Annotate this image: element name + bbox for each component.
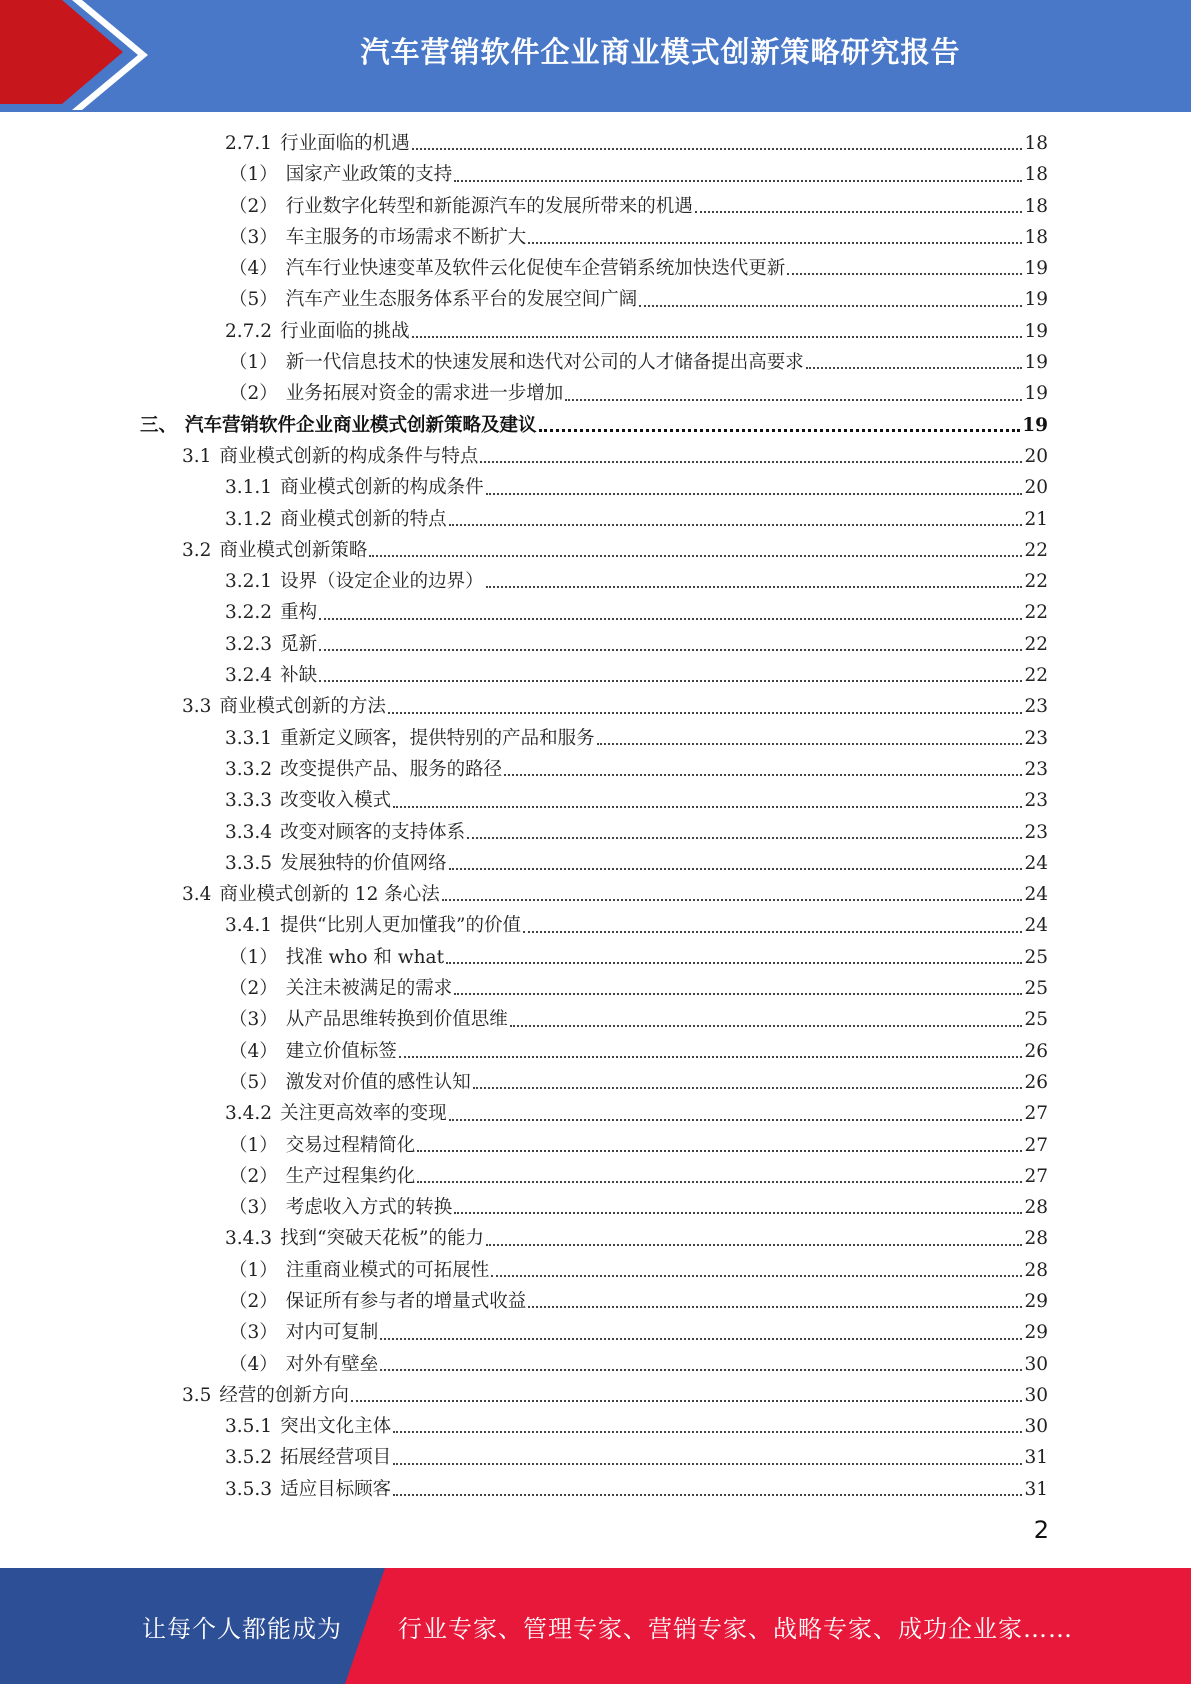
- toc-entry-title: 注重商业模式的可拓展性: [285, 1259, 490, 1281]
- toc-leader-dots: [319, 679, 1022, 682]
- toc-entry-number: （1）: [229, 1134, 278, 1156]
- toc-entry-page: 19: [1024, 289, 1048, 311]
- toc-entry-page: 23: [1024, 821, 1048, 843]
- toc-entry[interactable]: [140, 973, 1048, 1004]
- toc-entry-number: 3.1: [182, 445, 212, 467]
- toc-entry[interactable]: [140, 347, 1048, 378]
- toc-entry-title: 找到“突破天花板”的能力: [280, 1228, 484, 1250]
- toc-leader-dots: [319, 648, 1022, 651]
- toc-entry[interactable]: [140, 284, 1048, 315]
- toc-entry-title: 商业模式创新的构成条件: [280, 477, 484, 499]
- toc-entry-number: 3.3.3: [225, 790, 273, 812]
- toc-entry[interactable]: [140, 910, 1048, 941]
- toc-entry-title: 找准 who 和 what: [285, 946, 445, 968]
- page-number: 2: [1033, 1516, 1049, 1544]
- toc-leader-dots: [449, 1118, 1023, 1121]
- toc-entry[interactable]: [140, 504, 1048, 535]
- toc-entry[interactable]: [140, 1223, 1048, 1254]
- toc-entry-page: 22: [1024, 602, 1048, 624]
- toc-entry-title: 重新定义顾客，提供特别的产品和服务: [280, 727, 595, 749]
- toc-leader-dots: [412, 335, 1023, 338]
- toc-entry-title: 关注更高效率的变现: [280, 1103, 447, 1125]
- toc-entry-title: 提供“比别人更加懂我”的价值: [280, 915, 521, 937]
- toc-entry[interactable]: [140, 1067, 1048, 1098]
- toc-entry-page: 18: [1024, 133, 1048, 154]
- toc-entry-number: （3）: [229, 226, 278, 248]
- toc-leader-dots: [491, 1274, 1022, 1277]
- toc-entry-number: 3.3.5: [225, 852, 273, 874]
- toc-entry[interactable]: [140, 1098, 1048, 1129]
- document-title: 汽车营销软件企业商业模式创新策略研究报告: [360, 34, 961, 69]
- toc-leader-dots: [442, 898, 1023, 901]
- toc-entry-number: 3.4.2: [225, 1103, 273, 1125]
- toc-leader-dots: [528, 1305, 1022, 1308]
- toc-entry[interactable]: [140, 848, 1048, 879]
- toc-entry-page: 30: [1024, 1416, 1048, 1438]
- toc-entry[interactable]: [140, 316, 1048, 347]
- toc-entry-title: 设界（设定企业的边界）: [280, 571, 484, 593]
- toc-entry-number: 3.5.2: [225, 1447, 273, 1469]
- toc-entry-number: 3.3.1: [225, 727, 273, 749]
- footer-slogan-right: 行业专家、管理专家、营销专家、战略专家、成功企业家……: [398, 1614, 1073, 1643]
- toc-entry[interactable]: [140, 378, 1048, 409]
- toc-leader-dots: [695, 210, 1023, 213]
- toc-entry-page: 28: [1024, 1259, 1048, 1281]
- toc-entry-page: 29: [1024, 1322, 1048, 1344]
- toc-entry-title: 生产过程集约化: [285, 1165, 416, 1187]
- toc-entry[interactable]: [140, 817, 1048, 848]
- page-footer: [0, 1568, 1191, 1684]
- toc-entry-page: 22: [1024, 539, 1048, 561]
- toc-entry-number: 2.7.1: [225, 133, 273, 154]
- toc-leader-dots: [473, 1086, 1023, 1089]
- toc-entry[interactable]: [140, 410, 1048, 441]
- toc-leader-dots: [399, 1055, 1023, 1058]
- toc-leader-dots: [454, 179, 1022, 182]
- toc-entry[interactable]: [140, 1130, 1048, 1161]
- toc-entry[interactable]: [140, 629, 1048, 660]
- toc-entry[interactable]: [140, 879, 1048, 910]
- toc-entry[interactable]: [140, 159, 1048, 190]
- toc-entry-number: （2）: [229, 1165, 278, 1187]
- toc-leader-dots: [449, 867, 1023, 870]
- toc-leader-dots: [504, 773, 1022, 776]
- toc-entry-number: （4）: [229, 258, 278, 280]
- toc-entry-page: 27: [1024, 1134, 1048, 1156]
- toc-entry-number: （2）: [229, 978, 278, 1000]
- toc-entry-title: 改变提供产品、服务的路径: [280, 758, 503, 780]
- toc-entry-number: 3.2.3: [225, 633, 273, 655]
- toc-entry-number: 3.2: [182, 539, 212, 561]
- toc-entry-page: 26: [1024, 1071, 1048, 1093]
- toc-entry[interactable]: [140, 1004, 1048, 1035]
- toc-leader-dots: [393, 1430, 1022, 1433]
- toc-entry[interactable]: [140, 1349, 1048, 1380]
- toc-entry-title: 适应目标顾客: [280, 1478, 392, 1500]
- toc-entry-title: 交易过程精简化: [285, 1134, 416, 1156]
- toc-entry-page: 18: [1024, 164, 1048, 186]
- toc-entry[interactable]: [140, 691, 1048, 722]
- toc-entry-number: （2）: [229, 383, 278, 405]
- toc-entry-number: （3）: [229, 1009, 278, 1031]
- toc-entry-title: 行业数字化转型和新能源汽车的发展所带来的机遇: [285, 195, 693, 217]
- toc-entry-number: （1）: [229, 352, 278, 374]
- toc-leader-dots: [369, 554, 1022, 557]
- toc-entry-title: 激发对价值的感性认知: [285, 1071, 471, 1093]
- toc-leader-dots: [446, 961, 1022, 964]
- toc-leader-dots: [454, 992, 1022, 995]
- toc-entry-number: 3.3: [182, 696, 212, 718]
- toc-entry-title: 建立价值标签: [285, 1040, 397, 1062]
- toc-entry[interactable]: [140, 1192, 1048, 1223]
- toc-entry-number: 3.5.1: [225, 1416, 273, 1438]
- toc-leader-dots: [380, 1337, 1022, 1340]
- toc-entry-title: 商业模式创新策略: [219, 539, 368, 561]
- toc-entry-number: 3.3.2: [225, 758, 273, 780]
- toc-entry-page: 23: [1024, 727, 1048, 749]
- toc-entry-title: 觅新: [280, 633, 318, 655]
- toc-entry-page: 31: [1024, 1478, 1048, 1500]
- toc-entry-page: 18: [1024, 226, 1048, 248]
- toc-entry-page: 30: [1024, 1353, 1048, 1375]
- toc-entry[interactable]: [140, 1286, 1048, 1317]
- toc-entry-page: 22: [1024, 633, 1048, 655]
- toc-entry-title: 国家产业政策的支持: [285, 164, 453, 186]
- toc-leader-dots: [486, 1243, 1022, 1246]
- header-chevron-decoration: [0, 0, 160, 112]
- toc-entry[interactable]: [140, 785, 1048, 816]
- toc-entry-title: 经营的创新方向: [219, 1384, 349, 1406]
- toc-entry-number: 3.4: [182, 884, 212, 906]
- toc-entry-title: 重构: [280, 602, 318, 624]
- toc-leader-dots: [380, 1368, 1022, 1371]
- toc-leader-dots: [412, 147, 1023, 150]
- toc-entry[interactable]: [140, 535, 1048, 566]
- toc-entry[interactable]: [140, 441, 1048, 472]
- toc-entry-page: 28: [1024, 1197, 1048, 1219]
- toc-entry-title: 汽车行业快速变革及软件云化促使车企营销系统加快迭代更新: [285, 258, 786, 280]
- toc-entry-number: （1）: [229, 946, 278, 968]
- toc-entry-page: 19: [1024, 320, 1048, 342]
- toc-leader-dots: [417, 1149, 1022, 1152]
- toc-entry[interactable]: [140, 222, 1048, 253]
- toc-entry-title: 商业模式创新的方法: [219, 696, 386, 718]
- toc-entry-page: 30: [1024, 1384, 1048, 1406]
- toc-leader-dots: [565, 398, 1022, 401]
- toc-entry[interactable]: [140, 1411, 1048, 1442]
- toc-entry-number: （2）: [229, 1290, 278, 1312]
- toc-entry-number: （5）: [229, 289, 278, 311]
- toc-entry-number: 3.2.1: [225, 571, 273, 593]
- toc-entry[interactable]: [140, 566, 1048, 597]
- toc-entry-number: 三、: [140, 414, 178, 436]
- toc-entry-number: 3.1.1: [225, 477, 273, 499]
- toc-entry-title: 从产品思维转换到价值思维: [285, 1009, 508, 1031]
- toc-entry-number: 3.4.1: [225, 915, 273, 937]
- toc-entry-page: 28: [1024, 1228, 1048, 1250]
- toc-entry-title: 对内可复制: [285, 1322, 379, 1344]
- toc-entry[interactable]: [140, 1474, 1048, 1505]
- table-of-contents: [140, 128, 1048, 1505]
- toc-entry-number: （3）: [229, 1322, 278, 1344]
- toc-entry-page: 25: [1024, 978, 1048, 1000]
- toc-entry-page: 23: [1024, 790, 1048, 812]
- toc-entry-page: 19: [1024, 352, 1048, 374]
- toc-leader-dots: [787, 272, 1022, 275]
- toc-entry-title: 考虑收入方式的转换: [285, 1197, 453, 1219]
- toc-entry-title: 突出文化主体: [280, 1416, 392, 1438]
- toc-entry-page: 20: [1024, 445, 1048, 467]
- toc-entry-title: 商业模式创新的特点: [280, 508, 447, 530]
- toc-entry-title: 改变收入模式: [280, 790, 392, 812]
- toc-entry-page: 22: [1024, 665, 1048, 687]
- toc-entry[interactable]: [140, 191, 1048, 222]
- footer-slogan-left: 让每个人都能成为: [142, 1614, 342, 1643]
- toc-leader-dots: [393, 1462, 1022, 1465]
- toc-entry-title: 补缺: [280, 665, 318, 687]
- toc-entry[interactable]: [140, 253, 1048, 284]
- toc-entry-page: 19: [1024, 383, 1048, 405]
- toc-entry-page: 23: [1024, 758, 1048, 780]
- toc-leader-dots: [480, 460, 1022, 463]
- toc-leader-dots: [388, 711, 1023, 714]
- toc-entry-page: 27: [1024, 1165, 1048, 1187]
- toc-entry[interactable]: [140, 754, 1048, 785]
- toc-leader-dots: [454, 1211, 1022, 1214]
- toc-entry-page: 25: [1024, 946, 1048, 968]
- toc-entry-page: 21: [1024, 508, 1048, 530]
- toc-entry-title: 关注未被满足的需求: [285, 978, 453, 1000]
- toc-entry-number: （4）: [229, 1040, 278, 1062]
- toc-entry[interactable]: [140, 128, 1048, 159]
- toc-entry-title: 行业面临的挑战: [280, 320, 410, 342]
- toc-entry[interactable]: [140, 597, 1048, 628]
- toc-leader-dots: [417, 1180, 1022, 1183]
- toc-entry[interactable]: [140, 942, 1048, 973]
- toc-entry-page: 29: [1024, 1290, 1048, 1312]
- toc-entry-number: （1）: [229, 164, 278, 186]
- toc-leader-dots: [351, 1399, 1023, 1402]
- toc-leader-dots: [597, 742, 1023, 745]
- toc-entry-page: 25: [1024, 1009, 1048, 1031]
- toc-leader-dots: [539, 428, 1021, 432]
- toc-entry-title: 商业模式创新的构成条件与特点: [219, 445, 479, 467]
- toc-entry[interactable]: [140, 660, 1048, 691]
- toc-leader-dots: [528, 241, 1022, 244]
- toc-entry-title: 车主服务的市场需求不断扩大: [285, 226, 527, 248]
- toc-entry-page: 27: [1024, 1103, 1048, 1125]
- toc-entry-title: 对外有壁垒: [285, 1353, 379, 1375]
- toc-entry-title: 业务拓展对资金的需求进一步增加: [285, 383, 564, 405]
- toc-entry-number: 3.4.3: [225, 1228, 273, 1250]
- toc-entry-page: 19: [1024, 258, 1048, 280]
- toc-entry-page: 24: [1024, 884, 1048, 906]
- toc-entry-number: 3.2.4: [225, 665, 273, 687]
- toc-entry-title: 新一代信息技术的快速发展和迭代对公司的人才储备提出高要求: [285, 352, 804, 374]
- toc-entry[interactable]: [140, 1380, 1048, 1411]
- toc-entry-number: （3）: [229, 1197, 278, 1219]
- toc-entry-number: （5）: [229, 1071, 278, 1093]
- toc-entry-page: 23: [1024, 696, 1048, 718]
- toc-entry[interactable]: [140, 1317, 1048, 1348]
- toc-entry[interactable]: [140, 1255, 1048, 1286]
- toc-entry-page: 24: [1024, 915, 1048, 937]
- toc-leader-dots: [639, 304, 1022, 307]
- toc-leader-dots: [467, 836, 1022, 839]
- toc-leader-dots: [510, 1024, 1023, 1027]
- toc-entry-title: 保证所有参与者的增量式收益: [285, 1290, 527, 1312]
- toc-entry-page: 20: [1024, 477, 1048, 499]
- toc-entry-title: 汽车营销软件企业商业模式创新策略及建议: [185, 414, 537, 436]
- toc-entry[interactable]: [140, 472, 1048, 503]
- toc-entry-title: 汽车产业生态服务体系平台的发展空间广阔: [285, 289, 638, 311]
- toc-leader-dots: [393, 1493, 1022, 1496]
- page-header: [0, 0, 1191, 112]
- toc-leader-dots: [393, 805, 1022, 808]
- toc-entry-page: 26: [1024, 1040, 1048, 1062]
- toc-entry-number: 3.1.2: [225, 508, 273, 530]
- toc-entry-title: 行业面临的机遇: [280, 133, 410, 154]
- toc-entry[interactable]: [140, 1442, 1048, 1473]
- toc-entry-title: 改变对顾客的支持体系: [280, 821, 466, 843]
- toc-entry-number: 3.5: [182, 1384, 212, 1406]
- toc-entry-number: （4）: [229, 1353, 278, 1375]
- toc-entry-page: 18: [1024, 195, 1048, 217]
- toc-leader-dots: [486, 492, 1023, 495]
- toc-entry-title: 商业模式创新的 12 条心法: [219, 884, 440, 906]
- toc-entry-page: 19: [1022, 414, 1048, 436]
- toc-entry-number: 3.5.3: [225, 1478, 273, 1500]
- toc-leader-dots: [449, 523, 1023, 526]
- toc-entry[interactable]: [140, 723, 1048, 754]
- toc-entry[interactable]: [140, 1036, 1048, 1067]
- toc-entry-page: 31: [1024, 1447, 1048, 1469]
- toc-leader-dots: [319, 617, 1022, 620]
- toc-entry-title: 发展独特的价值网络: [280, 852, 447, 874]
- toc-entry-number: （2）: [229, 195, 278, 217]
- toc-leader-dots: [806, 366, 1023, 369]
- toc-entry[interactable]: [140, 1161, 1048, 1192]
- toc-leader-dots: [523, 930, 1022, 933]
- toc-entry-number: 3.2.2: [225, 602, 273, 624]
- toc-entry-number: 2.7.2: [225, 320, 273, 342]
- toc-entry-page: 24: [1024, 852, 1048, 874]
- toc-entry-title: 拓展经营项目: [280, 1447, 392, 1469]
- toc-entry-number: （1）: [229, 1259, 278, 1281]
- toc-entry-page: 22: [1024, 571, 1048, 593]
- toc-entry-number: 3.3.4: [225, 821, 273, 843]
- toc-leader-dots: [486, 585, 1023, 588]
